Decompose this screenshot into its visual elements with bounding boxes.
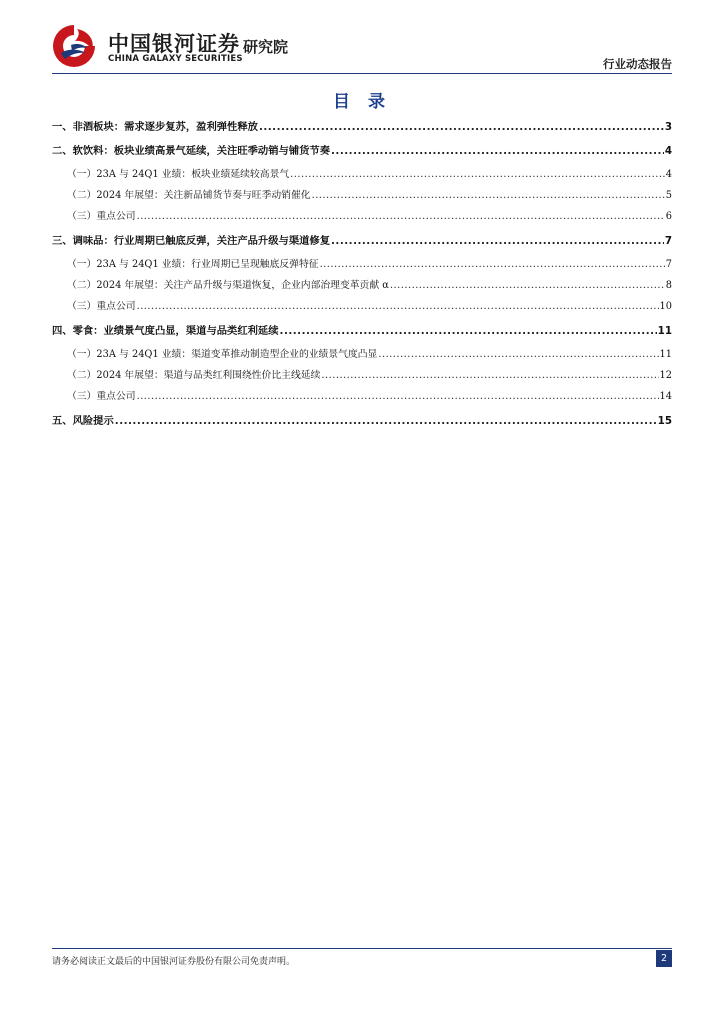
toc-entry-label: 二、软饮料：板块业绩高景气延续，关注旺季动销与铺货节奏 <box>52 145 331 157</box>
toc-leader <box>115 415 657 427</box>
toc-entry-page: 3 <box>664 121 672 133</box>
toc-entry-label: （三）重点公司 <box>67 301 136 312</box>
toc-entry-label: （三）重点公司 <box>67 211 136 222</box>
toc-entry-page: 6 <box>665 211 672 222</box>
page-number: 2 <box>656 950 672 967</box>
toc-entry-label: （一）23A 与 24Q1 业绩：渠道变革推动制造型企业的业绩景气度凸显 <box>67 349 378 360</box>
toc-entry-page: 8 <box>665 280 672 291</box>
toc-entry-4[interactable] <box>52 322 672 343</box>
header-divider <box>52 73 672 74</box>
toc-leader <box>320 259 665 270</box>
toc-leader <box>137 211 665 222</box>
toc-leader <box>259 121 664 133</box>
toc-entry-page: 7 <box>664 235 672 247</box>
toc-entry-page: 11 <box>657 325 672 337</box>
toc-entry-3-1[interactable] <box>52 256 672 277</box>
toc-entry-5[interactable] <box>52 412 672 433</box>
toc-entry-label: （二）2024 年展望：关注产品升级与渠道恢复，企业内部治理变革贡献 α <box>67 280 389 291</box>
toc-entry-4-1[interactable] <box>52 346 672 367</box>
toc-entry-label: 三、调味品：行业周期已触底反弹，关注产品升级与渠道修复 <box>52 235 331 247</box>
toc-leader <box>378 349 658 360</box>
toc-entry-label: （二）2024 年展望：关注新品铺货节奏与旺季动销催化 <box>67 190 311 201</box>
page-header <box>0 0 724 80</box>
toc-leader <box>331 235 664 247</box>
toc-entry-page: 10 <box>659 301 672 312</box>
toc-entry-1[interactable] <box>52 118 672 139</box>
toc-entry-page: 15 <box>657 415 672 427</box>
table-of-contents <box>52 118 672 433</box>
toc-leader <box>331 145 664 157</box>
toc-entry-label: （二）2024 年展望：渠道与品类红利围绕性价比主线延续 <box>67 370 321 381</box>
toc-title: 目 录 <box>333 92 391 112</box>
report-type-label: 行业动态报告 <box>603 57 672 71</box>
toc-entry-label: 一、非酒板块：需求逐步复苏，盈利弹性释放 <box>52 121 258 133</box>
toc-entry-page: 5 <box>665 190 672 201</box>
toc-entry-label: （一）23A 与 24Q1 业绩：板块业绩延续较高景气 <box>67 169 290 180</box>
toc-entry-page: 7 <box>665 259 672 270</box>
toc-entry-2-1[interactable] <box>52 166 672 187</box>
toc-entry-4-3[interactable] <box>52 388 672 409</box>
toc-entry-3-3[interactable] <box>52 298 672 319</box>
brand-name-cn: 中国银河证券 <box>108 32 240 56</box>
toc-entry-2[interactable] <box>52 142 672 163</box>
toc-entry-page: 12 <box>659 370 672 381</box>
toc-entry-page: 11 <box>659 349 672 360</box>
toc-entry-label: 五、风险提示 <box>52 415 114 427</box>
toc-leader <box>321 370 658 381</box>
toc-leader <box>290 169 665 180</box>
toc-entry-4-2[interactable] <box>52 367 672 388</box>
toc-entry-page: 14 <box>659 391 672 402</box>
toc-entry-label: 四、零食：业绩景气度凸显，渠道与品类红利延续 <box>52 325 279 337</box>
toc-entry-3-2[interactable] <box>52 277 672 298</box>
toc-entry-2-3[interactable] <box>52 208 672 229</box>
toc-entry-2-2[interactable] <box>52 187 672 208</box>
footer-disclaimer: 请务必阅读正文最后的中国银河证券股份有限公司免责声明。 <box>52 957 296 967</box>
toc-leader <box>137 391 659 402</box>
toc-leader <box>390 280 665 291</box>
footer-divider <box>52 948 672 949</box>
toc-leader <box>137 301 659 312</box>
toc-leader <box>280 325 657 337</box>
toc-entry-page: 4 <box>664 145 672 157</box>
toc-leader <box>312 190 665 201</box>
toc-entry-3[interactable] <box>52 232 672 253</box>
brand-name-en: CHINA GALAXY SECURITIES <box>108 54 243 64</box>
toc-entry-label: （一）23A 与 24Q1 业绩：行业周期已呈现触底反弹特征 <box>67 259 319 270</box>
galaxy-logo-icon <box>51 23 97 69</box>
institute-label: 研究院 <box>243 38 289 56</box>
toc-entry-page: 4 <box>665 169 672 180</box>
toc-entry-label: （三）重点公司 <box>67 391 136 402</box>
